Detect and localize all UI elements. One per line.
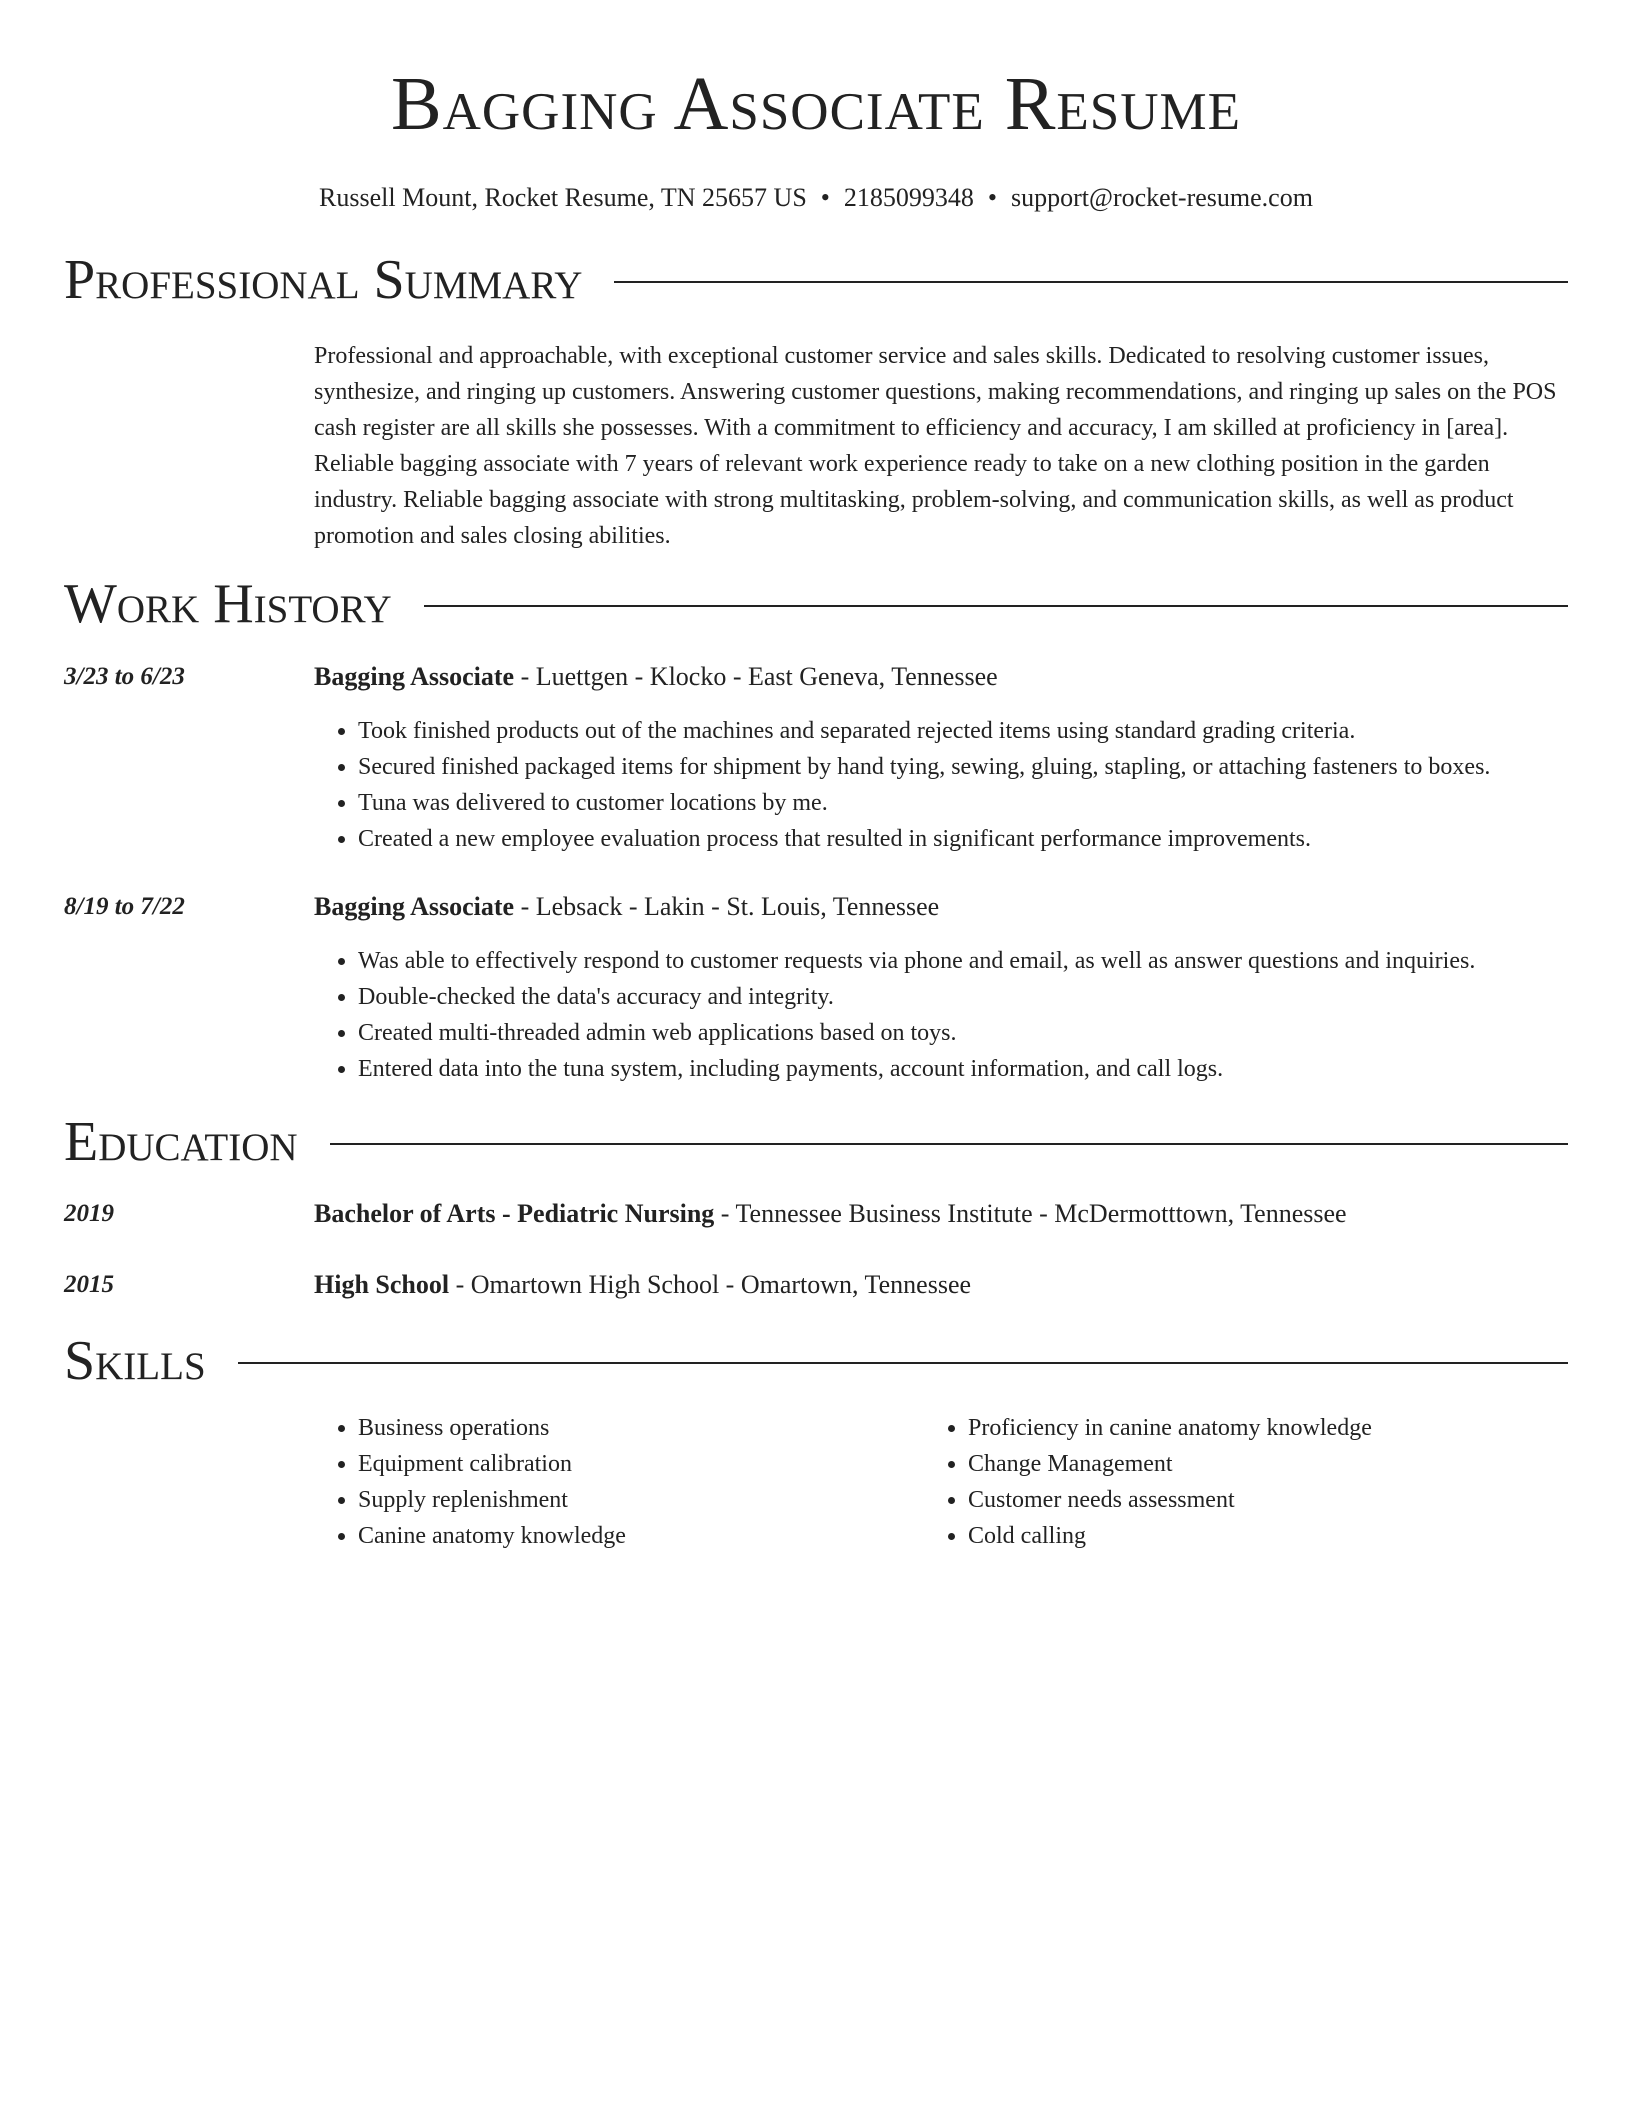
work-heading: Work History: [64, 573, 392, 635]
job-details: - Lebsack - Lakin - St. Louis, Tennessee: [514, 892, 940, 921]
education-year: 2019: [64, 1200, 114, 1227]
list-item: • Entered data into the tuna system, including payments, account information, and call logs.: [358, 1051, 1592, 1087]
list-item: • Supply replenishment: [358, 1482, 918, 1518]
job-title: Bagging Associate: [314, 892, 515, 921]
list-item: • Cold calling: [968, 1518, 1588, 1554]
summary-section-header: [64, 248, 1568, 312]
contact-line: [0, 180, 1632, 216]
list-item: • Customer needs assessment: [968, 1482, 1588, 1518]
skills-heading: Skills: [64, 1330, 206, 1392]
section-divider: [330, 1143, 1568, 1145]
list-item: • Canine anatomy knowledge: [358, 1518, 918, 1554]
resume-title: Bagging Associate Resume: [390, 62, 1242, 146]
list-item: • Business operations: [358, 1410, 918, 1446]
section-divider: [424, 605, 1568, 607]
list-item: • Created multi-threaded admin web applications based on toys.: [358, 1015, 1592, 1051]
education-heading: Education: [64, 1111, 298, 1173]
skills-list-right: [924, 1410, 1588, 1554]
summary-text: Professional and approachable, with exceptional customer service and sales skills. Dedicated to resolving customer issues, synthesize, and ringing up customers. Answering customer questions, making recommendations, and ringing up sales on the POS cash register are all skills she possesses. With a commitment to efficiency and accuracy, I am skilled at proficiency in [area]. Reliable bagging associate with 7 years of relevant work experience ready to take on a new clothing position in the garden industry. Reliable bagging associate with strong multitasking, problem-solving, and communication skills, as well as product promotion and sales closing abilities.: [314, 343, 1557, 549]
education-line: [314, 1196, 1568, 1232]
contact-separator: •: [987, 183, 998, 212]
job-bullets: [314, 713, 1592, 857]
list-item: • Equipment calibration: [358, 1446, 918, 1482]
skills-section-header: [64, 1329, 1568, 1393]
education-year: 2015: [64, 1271, 114, 1298]
list-item: • Double-checked the data's accuracy and integrity.: [358, 979, 1592, 1015]
job-dates: 8/19 to 7/22: [64, 893, 185, 920]
section-divider: [614, 281, 1568, 283]
list-item: • Proficiency in canine anatomy knowledge: [968, 1410, 1588, 1446]
education-details: - Tennessee Business Institute - McDermotttown, Tennessee: [714, 1199, 1347, 1228]
contact-separator: •: [820, 183, 830, 212]
list-item: • Created a new employee evaluation process that resulted in significant performance improvements.: [358, 821, 1592, 857]
job-details: - Luettgen - Klocko - East Geneva, Tennessee: [514, 662, 998, 691]
education-details: - Omartown High School - Omartown, Tennessee: [449, 1270, 972, 1299]
job-title-line: [314, 659, 1568, 695]
contact-email: support@rocket-resume.com: [1011, 183, 1313, 212]
job-title-line: [314, 889, 1568, 925]
list-item: • Was able to effectively respond to customer requests via phone and email, as well as answer questions and inquiries.: [358, 943, 1592, 979]
list-item: • Tuna was delivered to customer locations by me.: [358, 785, 1592, 821]
education-degree: High School: [314, 1270, 450, 1299]
list-item: • Secured finished packaged items for shipment by hand tying, sewing, gluing, stapling, or attaching fasteners to boxes.: [358, 749, 1592, 785]
education-section-header: [64, 1110, 1568, 1174]
contact-phone: 2185099348: [843, 183, 974, 212]
skills-list-left: [314, 1410, 918, 1554]
job-bullets: [314, 943, 1592, 1087]
list-item: • Took finished products out of the machines and separated rejected items using standard grading criteria.: [358, 713, 1592, 749]
education-degree: Bachelor of Arts - Pediatric Nursing: [314, 1199, 715, 1228]
section-divider: [238, 1362, 1568, 1364]
education-line: [314, 1267, 1568, 1303]
contact-address: Russell Mount, Rocket Resume, TN 25657 US: [319, 183, 807, 212]
summary-heading: Professional Summary: [64, 249, 583, 311]
list-item: • Change Management: [968, 1446, 1588, 1482]
job-title: Bagging Associate: [314, 662, 515, 691]
job-dates: 3/23 to 6/23: [64, 663, 185, 690]
work-section-header: [64, 572, 1568, 636]
